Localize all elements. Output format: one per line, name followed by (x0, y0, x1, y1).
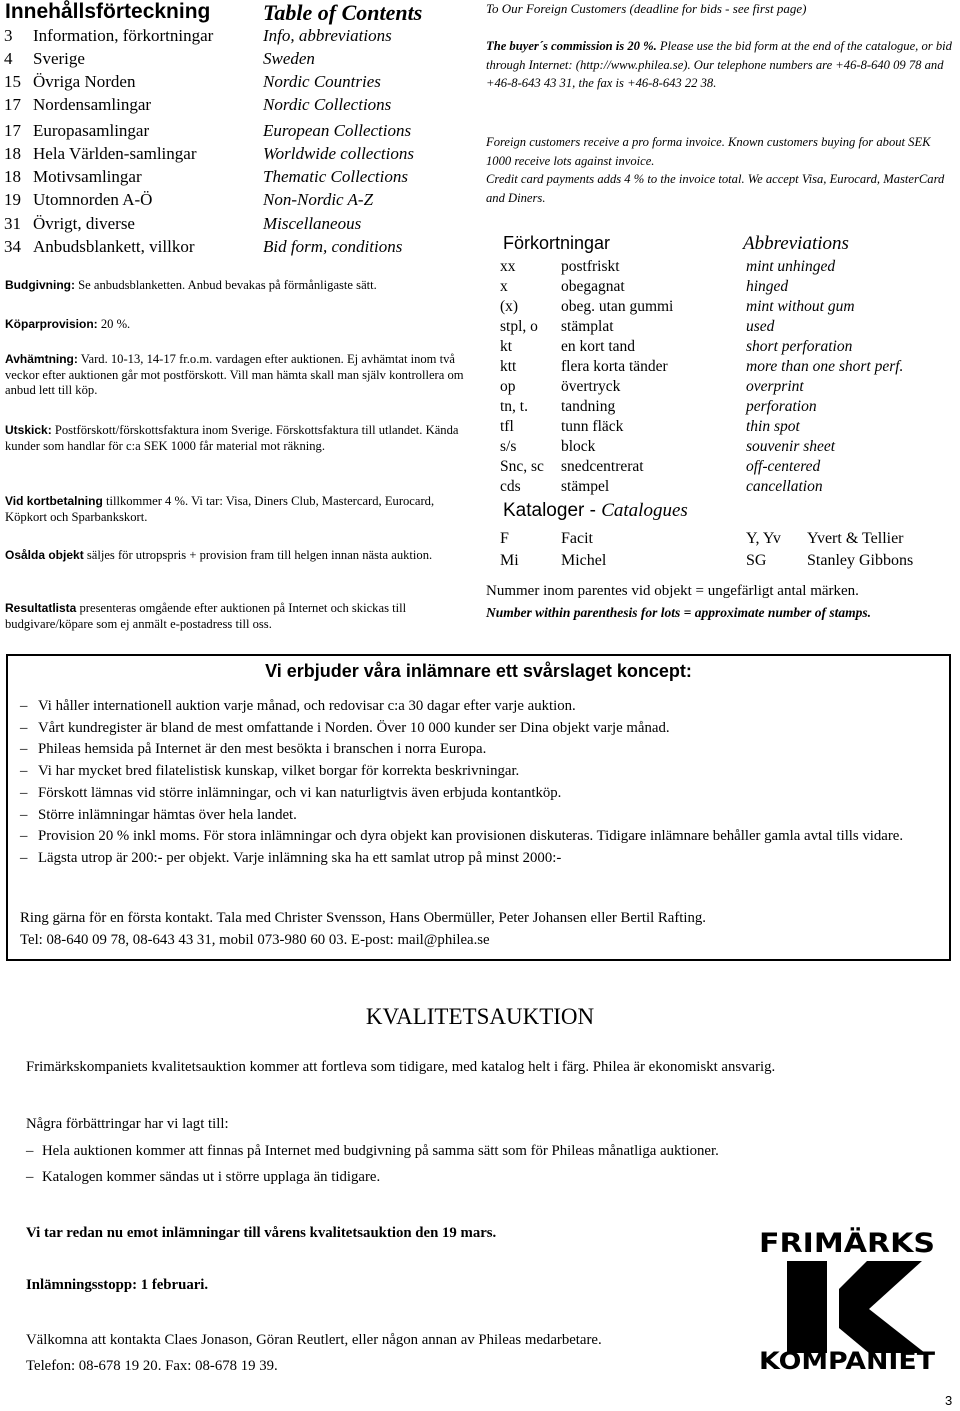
catalogue-code: Y, Yv (746, 530, 781, 547)
offer-item-text: Vi har mycket bred filatelistisk kunskap, vilket borgar för korrekta beskrivningar. (38, 763, 520, 780)
abbreviation-code: op (500, 378, 516, 395)
abbreviations-title-en: Abbreviations (743, 233, 849, 254)
catalogue-name: Michel (561, 552, 607, 569)
logo-word-2: KOMPANIET (759, 1347, 936, 1371)
abbreviation-sv: stämpel (561, 478, 610, 495)
catalogue-code: F (500, 530, 509, 547)
catalogue-name: Stanley Gibbons (807, 552, 914, 569)
improvement-text: Hela auktionen kommer att finnas på Internet med budgivning på samma sätt som för Phileas månatliga auktioner. (42, 1143, 719, 1159)
abbreviation-row (500, 438, 950, 458)
contact-line-1: Ring gärna för en första kontakt. Tala med Christer Svensson, Hans Obermüller, Peter Johansen eller Bertil Rafting. (20, 910, 706, 926)
abbreviation-row (500, 418, 950, 438)
improvement-item (26, 1140, 946, 1162)
frimarkskompaniet-logo (757, 1221, 937, 1371)
abbreviations-title-sv: Förkortningar (503, 233, 611, 253)
toc-page-number: 18 (4, 167, 21, 186)
toc-row (4, 237, 464, 260)
parenthesis-note-en: Number within parenthesis for lots = approximate number of stamps. (486, 605, 872, 620)
abbreviation-sv: obeg. utan gummi (561, 298, 674, 315)
offer-item (20, 826, 950, 848)
toc-label-sv: Sverige (33, 49, 85, 68)
offer-item (20, 696, 950, 718)
toc-title-en: Table of Contents (263, 0, 423, 25)
abbreviation-code: Snc, sc (500, 458, 544, 475)
toc-label-en: Nordic Collections (263, 95, 392, 114)
offer-item (20, 783, 950, 805)
toc-title-sv: Innehållsförteckning (5, 0, 211, 23)
budgivning-paragraph: Budgivning: Se anbudsblanketten. Anbud bevakas på förmånligaste sätt. (5, 278, 377, 292)
abbreviation-en: off-centered (746, 458, 821, 475)
kvalitet-accept: Vi tar redan nu emot inlämningar till vårens kvalitetsauktion den 19 mars. (26, 1225, 497, 1241)
dash-bullet: – (26, 1143, 34, 1159)
abbreviation-sv: stämplat (561, 318, 614, 335)
dash-bullet: – (20, 698, 28, 714)
abbreviation-row (500, 358, 950, 378)
catalogue-name: Yvert & Tellier (807, 530, 904, 547)
toc-label-en: Bid form, conditions (263, 237, 403, 256)
toc-row (4, 121, 464, 144)
abbreviation-en: hinged (746, 278, 789, 295)
abbreviation-en: mint unhinged (746, 258, 836, 275)
abbreviation-sv: tandning (561, 398, 616, 415)
foreign-commission: The buyer´s commission is 20 %. Please use the bid form at the end of the catalogue, or bid through Internet: (http://www.philea.se). Our telephone numbers are +46-8-640 09 78 and +46-8-643 43 31, the fax is +46-8-643 22 38. (486, 39, 952, 90)
avhamtning-paragraph: Avhämtning: Vard. 10-13, 14-17 fr.o.m. vardagen efter auktionen. Ej avhämtat inom två veckor efter auktionen går mot postförskott. Vill man hämta skall man själv kontrollera om anbud lett till köp. (5, 352, 464, 397)
toc-page-number: 15 (4, 72, 21, 91)
catalogues-title: Kataloger - Catalogues (503, 500, 688, 521)
abbreviation-sv: en kort tand (561, 338, 636, 355)
toc-page-number: 31 (4, 214, 21, 233)
abbreviation-en: more than one short perf. (746, 358, 904, 375)
dash-bullet: – (20, 784, 28, 801)
abbreviation-en: thin spot (746, 418, 800, 435)
dash-bullet: – (26, 1169, 34, 1185)
abbreviation-en: souvenir sheet (746, 438, 836, 455)
foreign-invoice: Foreign customers receive a pro forma invoice. Known customers buying for about SEK 1000 receive lots against invoice. (486, 135, 931, 168)
offer-contact (20, 908, 706, 951)
kvalitet-intro: Frimärkskompaniets kvalitetsauktion kommer att fortleva som tidigare, med katalog helt i färg. Philea är ekonomiskt ansvarig. (26, 1059, 776, 1075)
abbreviation-sv: flera korta tänder (561, 358, 668, 375)
resultatlista-paragraph: Resultatlista presenteras omgående efter auktionen på Internet och skickas till budgivare/köpare som ej anmält e-postadress till oss. (5, 601, 407, 631)
toc-page-number: 19 (4, 190, 21, 209)
kvalitet-welcome: Välkomna att kontakta Claes Jonason, Göran Reutlert, eller någon annan av Phileas medarbetare. (26, 1332, 602, 1348)
toc-label-en: European Collections (263, 121, 412, 140)
offer-item-text: Vårt kundregister är bland de mest omfattande i Norden. Över 10 000 kunder ser Dina objekt varje månad. (38, 719, 670, 736)
kvalitet-improvements-intro: Några förbättringar har vi lagt till: (26, 1116, 229, 1132)
utskick-paragraph: Utskick: Postförskott/förskottsfaktura inom Sverige. Förskottsfaktura till utlandet. Kända kunder som handlar för c:a SEK 1000 får material mot räkning. (5, 423, 459, 453)
toc-label-sv: Motivsamlingar (33, 167, 142, 186)
logo-word-1: FRIMÄRKS (759, 1228, 918, 1259)
abbreviation-sv: obegagnat (561, 278, 625, 295)
dash-bullet: – (20, 828, 28, 845)
abbreviation-code: kt (500, 338, 513, 355)
abbreviation-code: stpl, o (500, 318, 538, 335)
offer-item-text: Större inlämningar hämtas över hela landet. (38, 806, 297, 823)
improvement-item (26, 1166, 946, 1188)
abbreviation-en: short perforation (746, 338, 853, 355)
toc-row (4, 214, 464, 237)
improvement-text: Katalogen kommer sändas ut i större upplaga än tidigare. (42, 1169, 381, 1185)
toc-row (4, 72, 464, 95)
abbreviation-sv: snedcentrerat (561, 458, 644, 475)
abbreviation-sv: övertryck (561, 378, 621, 395)
abbreviation-row (500, 338, 950, 358)
parenthesis-note-sv: Nummer inom parentes vid objekt = ungefärligt antal märken. (486, 583, 859, 599)
toc-row (4, 190, 464, 213)
abbreviation-row (500, 478, 950, 498)
toc-label-en: Thematic Collections (263, 167, 408, 186)
abbreviation-row (500, 398, 950, 418)
toc-row (4, 49, 464, 72)
offer-item (20, 739, 950, 761)
dash-bullet: – (20, 719, 28, 736)
toc-label-sv: Övrigt, diverse (33, 214, 135, 233)
offer-list (20, 696, 950, 870)
abbreviation-en: used (746, 318, 775, 335)
abbreviation-sv: tunn fläck (561, 418, 624, 435)
abbreviation-code: tn, t. (500, 398, 528, 415)
abbreviation-sv: block (561, 438, 596, 455)
catalogue-code: SG (746, 552, 767, 569)
abbreviation-en: mint without gum (746, 298, 855, 315)
offer-item (20, 805, 950, 827)
abbreviation-code: s/s (500, 438, 517, 455)
abbreviation-row (500, 278, 950, 298)
kortbetalning-paragraph: Vid kortbetalning tillkommer 4 %. Vi tar: Visa, Diners Club, Mastercard, Eurocard, Köpkort och Sparbankskort. (5, 494, 435, 524)
foreign-card: Credit card payments adds 4 % to the invoice total. We accept Visa, Eurocard, MasterCard and Diners. (486, 172, 945, 205)
catalogue-code: Mi (500, 552, 519, 569)
toc-label-en: Worldwide collections (263, 144, 414, 163)
abbreviation-en: perforation (746, 398, 817, 415)
toc-label-sv: Europasamlingar (33, 121, 150, 140)
dash-bullet: – (20, 849, 28, 866)
dash-bullet: – (20, 741, 28, 758)
abbreviation-row (500, 458, 950, 478)
offer-item-text: Provision 20 % inkl moms. För stora inlämningar och dyra objekt kan provisionen diskuteras. Tidigare inlämnare behåller gamla avtal tills vidare. (38, 828, 904, 845)
offer-item (20, 848, 950, 870)
kvalitet-title: KVALITETSAUKTION (365, 1004, 595, 1029)
abbreviation-code: xx (500, 258, 516, 275)
offer-item (20, 761, 950, 783)
toc-page-number: 3 (4, 26, 13, 45)
toc-page-number: 17 (4, 95, 21, 114)
dash-bullet: – (20, 763, 28, 780)
logo-k-mark (787, 1261, 925, 1353)
offer-item (20, 718, 950, 740)
toc-label-sv: Anbudsblankett, villkor (33, 237, 195, 256)
toc-label-sv: Hela Världen-samlingar (33, 144, 197, 163)
toc-page-number: 17 (4, 121, 21, 140)
osalda-paragraph: Osålda objekt säljes för utropspris + provision fram till helgen innan nästa auktion. (5, 548, 433, 562)
catalogue-row (500, 530, 950, 552)
toc-label-sv: Nordensamlingar (33, 95, 152, 114)
catalogue-name: Facit (561, 530, 593, 547)
abbreviation-en: overprint (746, 378, 804, 395)
toc-label-en: Miscellaneous (263, 214, 362, 233)
abbreviation-row (500, 258, 950, 278)
offer-item-text: Förskott lämnas vid större inlämningar, och vi kan naturligtvis även erbjuda kontantköp. (38, 784, 562, 801)
toc-row (4, 26, 464, 49)
offer-box (6, 654, 951, 961)
dash-bullet: – (20, 806, 28, 823)
kopar-paragraph: Köparprovision: 20 %. (5, 317, 131, 331)
toc-label-en: Info, abbreviations (263, 26, 392, 45)
contact-line-2: Tel: 08-640 09 78, 08-643 43 31, mobil 073-980 60 03. E-post: mail@philea.se (20, 931, 490, 948)
toc-label-en: Non-Nordic A-Z (263, 190, 374, 209)
toc-label-en: Nordic Countries (263, 72, 381, 91)
kvalitet-deadline: Inlämningsstopp: 1 februari. (26, 1277, 209, 1293)
page-number: 3 (945, 1393, 953, 1408)
toc-label-sv: Övriga Norden (33, 72, 136, 91)
abbreviation-code: x (500, 278, 508, 295)
toc-label-sv: Information, förkortningar (33, 26, 214, 45)
toc-label-en: Sweden (263, 49, 315, 68)
toc-page-number: 18 (4, 144, 21, 163)
toc-row (4, 144, 464, 167)
toc-page-number: 4 (4, 49, 13, 68)
abbreviation-code: cds (500, 478, 521, 495)
abbreviation-sv: postfriskt (561, 258, 620, 275)
offer-item-text: Phileas hemsida på Internet är den mest besökta i branschen i norra Europa. (38, 741, 487, 758)
abbreviation-code: tfl (500, 418, 514, 435)
foreign-heading: To Our Foreign Customers (deadline for bids - see first page) (486, 1, 807, 16)
abbreviation-row (500, 378, 950, 398)
toc-page-number: 34 (4, 237, 21, 256)
abbreviation-row (500, 318, 950, 338)
kvalitet-phone: Telefon: 08-678 19 20. Fax: 08-678 19 39. (26, 1358, 278, 1374)
abbreviation-code: ktt (500, 358, 517, 375)
abbreviation-row (500, 298, 950, 318)
catalogue-row (500, 552, 950, 574)
toc-label-sv: Utomnorden A-Ö (33, 190, 153, 209)
offer-box-title: Vi erbjuder våra inlämnare ett svårslaget koncept: (265, 661, 692, 681)
toc-row (4, 167, 464, 190)
toc-row (4, 95, 464, 118)
offer-item-text: Vi håller internationell auktion varje månad, och redovisar c:a 30 dagar efter varje auktion. (38, 698, 576, 714)
offer-item-text: Lägsta utrop är 200:- per objekt. Varje inlämning ska ha ett samlat utrop på minst 2000:- (38, 849, 562, 866)
abbreviation-en: cancellation (746, 478, 823, 495)
abbreviation-code: (x) (500, 298, 519, 315)
